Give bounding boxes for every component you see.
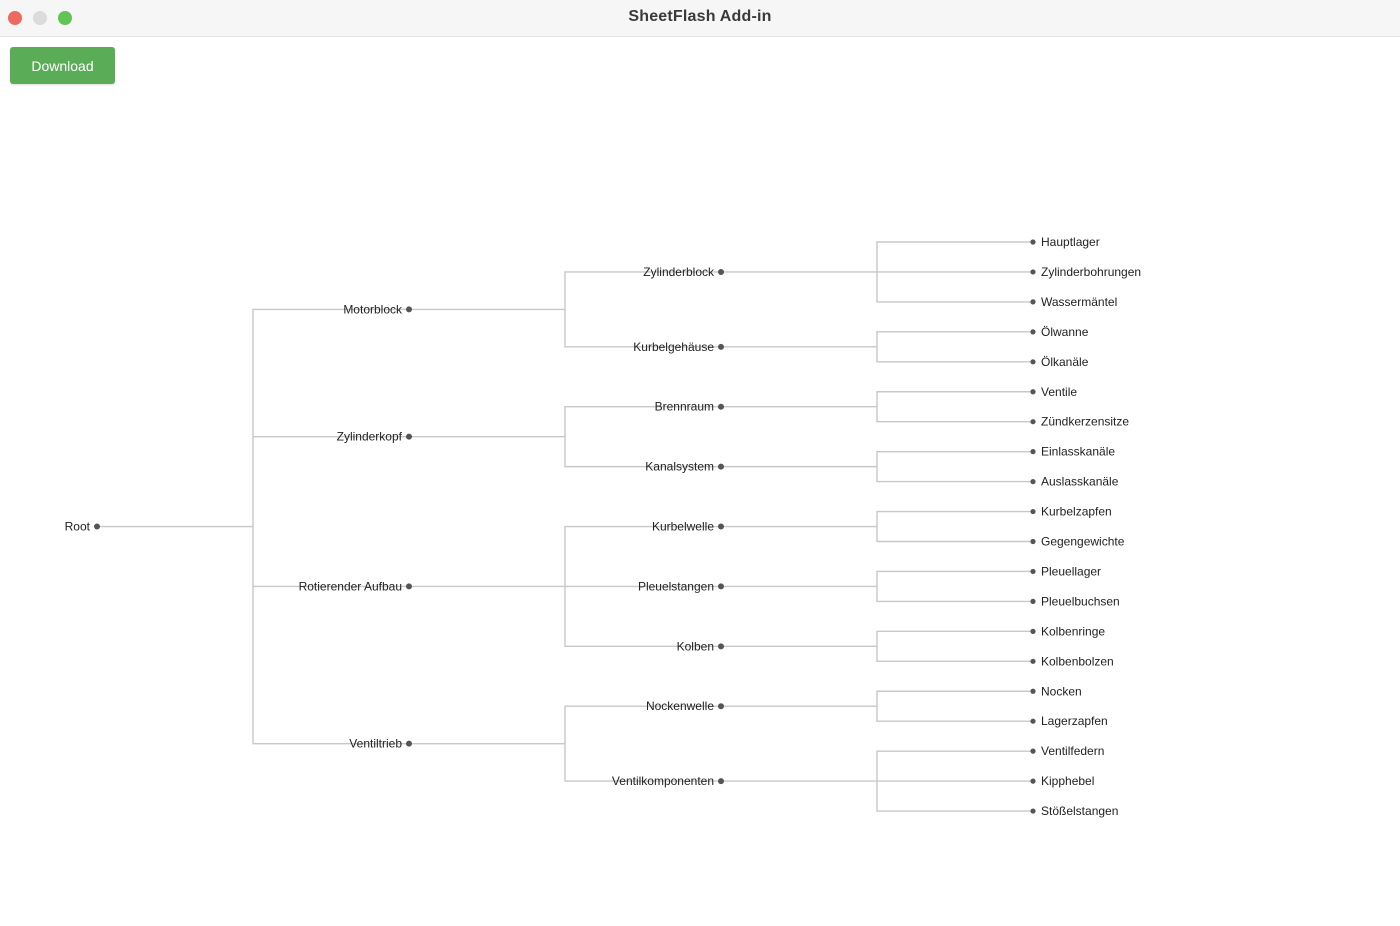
tree-node-ventile[interactable]	[1030, 385, 1077, 399]
node-dot-nockenwelle[interactable]	[718, 703, 724, 709]
node-dot-ventilkomponenten[interactable]	[718, 778, 724, 784]
node-dot-pleuelbuchsen[interactable]	[1030, 599, 1035, 604]
node-dot-zylinderbohrungen[interactable]	[1030, 269, 1035, 274]
tree-node-zylinderbohrungen[interactable]	[1030, 265, 1141, 279]
tree-node-pleuelstangen[interactable]	[638, 579, 724, 593]
node-label-wassermaentel: Wassermäntel	[1041, 294, 1118, 309]
node-dot-stoesselstangen[interactable]	[1030, 808, 1035, 813]
node-label-zylinderbohrungen: Zylinderbohrungen	[1041, 264, 1142, 279]
node-label-rotierender-aufbau: Rotierender Aufbau	[298, 579, 402, 594]
link-brennraum	[721, 392, 1033, 422]
tree-node-gegengewichte[interactable]	[1030, 535, 1124, 549]
link-nockenwelle	[721, 691, 1033, 721]
node-dot-zylinderkopf[interactable]	[406, 434, 412, 440]
tree-node-kipphebel[interactable]	[1030, 774, 1094, 788]
tree-node-nockenwelle[interactable]	[646, 699, 724, 713]
node-dot-lagerzapfen[interactable]	[1030, 719, 1035, 724]
window-title: SheetFlash Add-in	[628, 8, 772, 25]
node-dot-oelwanne[interactable]	[1030, 329, 1035, 334]
node-label-oelkanaele: Ölkanäle	[1041, 354, 1089, 369]
tree-node-root[interactable]	[65, 520, 100, 534]
node-label-zuendkerzensitze: Zündkerzensitze	[1041, 414, 1130, 429]
node-dot-kipphebel[interactable]	[1030, 779, 1035, 784]
node-label-nocken: Nocken	[1041, 684, 1082, 699]
link-kurbelgehaeuse	[721, 332, 1033, 362]
tree-node-kurbelgehaeuse[interactable]	[633, 340, 724, 354]
tree-node-nocken[interactable]	[1030, 684, 1081, 698]
node-dot-pleuelstangen[interactable]	[718, 583, 724, 589]
node-dot-wassermaentel[interactable]	[1030, 299, 1035, 304]
tree-node-pleuelbuchsen[interactable]	[1030, 594, 1119, 608]
node-label-ventilkomponenten: Ventilkomponenten	[611, 774, 714, 789]
tree-node-kolbenbolzen[interactable]	[1030, 654, 1113, 668]
node-dot-einlasskanaele[interactable]	[1030, 449, 1035, 454]
node-label-kolbenringe: Kolbenringe	[1041, 624, 1106, 639]
tree-node-wassermaentel[interactable]	[1030, 295, 1117, 309]
node-label-brennraum: Brennraum	[654, 399, 714, 414]
node-label-ventiltrieb: Ventiltrieb	[349, 736, 402, 751]
node-label-hauptlager: Hauptlager	[1041, 235, 1100, 249]
download-button[interactable]: Download	[10, 47, 115, 84]
node-dot-hauptlager[interactable]	[1030, 239, 1035, 244]
tree-node-einlasskanaele[interactable]	[1030, 445, 1115, 459]
node-label-nockenwelle: Nockenwelle	[645, 699, 714, 714]
node-dot-ventilfedern[interactable]	[1030, 749, 1035, 754]
node-label-pleuellager: Pleuellager	[1041, 564, 1102, 579]
node-dot-oelkanaele[interactable]	[1030, 359, 1035, 364]
node-dot-gegengewichte[interactable]	[1030, 539, 1035, 544]
tree-node-kolbenringe[interactable]	[1030, 624, 1105, 638]
node-label-kanalsystem: Kanalsystem	[645, 459, 714, 474]
link-kanalsystem	[721, 452, 1033, 482]
node-dot-zuendkerzensitze[interactable]	[1030, 419, 1035, 424]
link-zylinderblock	[721, 242, 1033, 302]
node-label-ventile: Ventile	[1041, 384, 1078, 399]
link-ventiltrieb	[409, 706, 721, 781]
node-label-gegengewichte: Gegengewichte	[1041, 534, 1125, 549]
link-motorblock	[409, 272, 721, 347]
node-label-zylinderblock: Zylinderblock	[643, 264, 714, 279]
node-label-kurbelwelle: Kurbelwelle	[651, 519, 714, 534]
node-dot-kolbenringe[interactable]	[1030, 629, 1035, 634]
tree-node-zuendkerzensitze[interactable]	[1030, 415, 1129, 429]
node-dot-kurbelzapfen[interactable]	[1030, 509, 1035, 514]
tree-node-zylinderblock[interactable]	[643, 265, 724, 279]
link-kolben	[721, 631, 1033, 661]
node-label-stoesselstangen: Stößelstangen	[1041, 804, 1119, 819]
node-label-kolbenbolzen: Kolbenbolzen	[1041, 654, 1114, 669]
node-dot-root[interactable]	[94, 524, 100, 530]
node-label-zylinderkopf: Zylinderkopf	[336, 429, 402, 444]
node-label-kipphebel: Kipphebel	[1041, 774, 1095, 789]
tree-node-oelwanne[interactable]	[1030, 325, 1088, 339]
tree-node-brennraum[interactable]	[655, 400, 724, 414]
tree-node-stoesselstangen[interactable]	[1030, 804, 1118, 818]
tree-node-ventilfedern[interactable]	[1030, 744, 1104, 758]
node-label-pleuelbuchsen: Pleuelbuchsen	[1041, 594, 1120, 609]
link-zylinderkopf	[409, 407, 721, 467]
node-dot-ventile[interactable]	[1030, 389, 1035, 394]
node-label-kurbelgehaeuse: Kurbelgehäuse	[633, 339, 714, 354]
tree-node-motorblock[interactable]	[343, 302, 412, 316]
node-dot-auslasskanaele[interactable]	[1030, 479, 1035, 484]
tree-links	[97, 242, 1033, 811]
link-kurbelwelle	[721, 512, 1033, 542]
node-label-oelwanne: Ölwanne	[1041, 324, 1089, 339]
tree-node-oelkanaele[interactable]	[1030, 355, 1088, 369]
node-label-auslasskanaele: Auslasskanäle	[1041, 474, 1119, 489]
tree-node-pleuellager[interactable]	[1030, 564, 1101, 578]
node-dot-zylinderblock[interactable]	[718, 269, 724, 275]
node-dot-kolbenbolzen[interactable]	[1030, 659, 1035, 664]
tree-node-ventilkomponenten[interactable]	[612, 774, 724, 788]
node-dot-kurbelwelle[interactable]	[718, 524, 724, 530]
node-dot-motorblock[interactable]	[406, 306, 412, 312]
node-dot-kanalsystem[interactable]	[718, 464, 724, 470]
node-label-kurbelzapfen: Kurbelzapfen	[1041, 504, 1112, 519]
node-label-pleuelstangen: Pleuelstangen	[637, 579, 714, 594]
node-label-kolben: Kolben	[676, 639, 714, 654]
tree-node-zylinderkopf[interactable]	[337, 430, 412, 444]
tree-node-kurbelwelle[interactable]	[652, 520, 724, 534]
node-dot-kurbelgehaeuse[interactable]	[718, 344, 724, 350]
link-root	[97, 309, 409, 743]
node-dot-nocken[interactable]	[1030, 689, 1035, 694]
tree-node-rotierender-aufbau[interactable]	[299, 579, 412, 593]
node-label-motorblock: Motorblock	[343, 302, 402, 317]
node-dot-pleuellager[interactable]	[1030, 569, 1035, 574]
node-label-einlasskanaele: Einlasskanäle	[1041, 444, 1116, 459]
tree-node-kanalsystem[interactable]	[645, 460, 724, 474]
node-label-ventilfedern: Ventilfedern	[1041, 744, 1105, 759]
node-dot-kolben[interactable]	[718, 643, 724, 649]
node-label-lagerzapfen: Lagerzapfen	[1041, 714, 1108, 729]
link-pleuelstangen	[721, 571, 1033, 601]
node-dot-brennraum[interactable]	[718, 404, 724, 410]
node-label-root: Root	[64, 519, 90, 534]
node-dot-rotierender-aufbau[interactable]	[406, 583, 412, 589]
tree-node-auslasskanaele[interactable]	[1030, 475, 1118, 489]
tree-node-hauptlager[interactable]	[1030, 235, 1099, 249]
tree-node-lagerzapfen[interactable]	[1030, 714, 1107, 728]
node-dot-ventiltrieb[interactable]	[406, 741, 412, 747]
link-ventilkomponenten	[721, 751, 1033, 811]
tree-node-kurbelzapfen[interactable]	[1030, 505, 1111, 519]
